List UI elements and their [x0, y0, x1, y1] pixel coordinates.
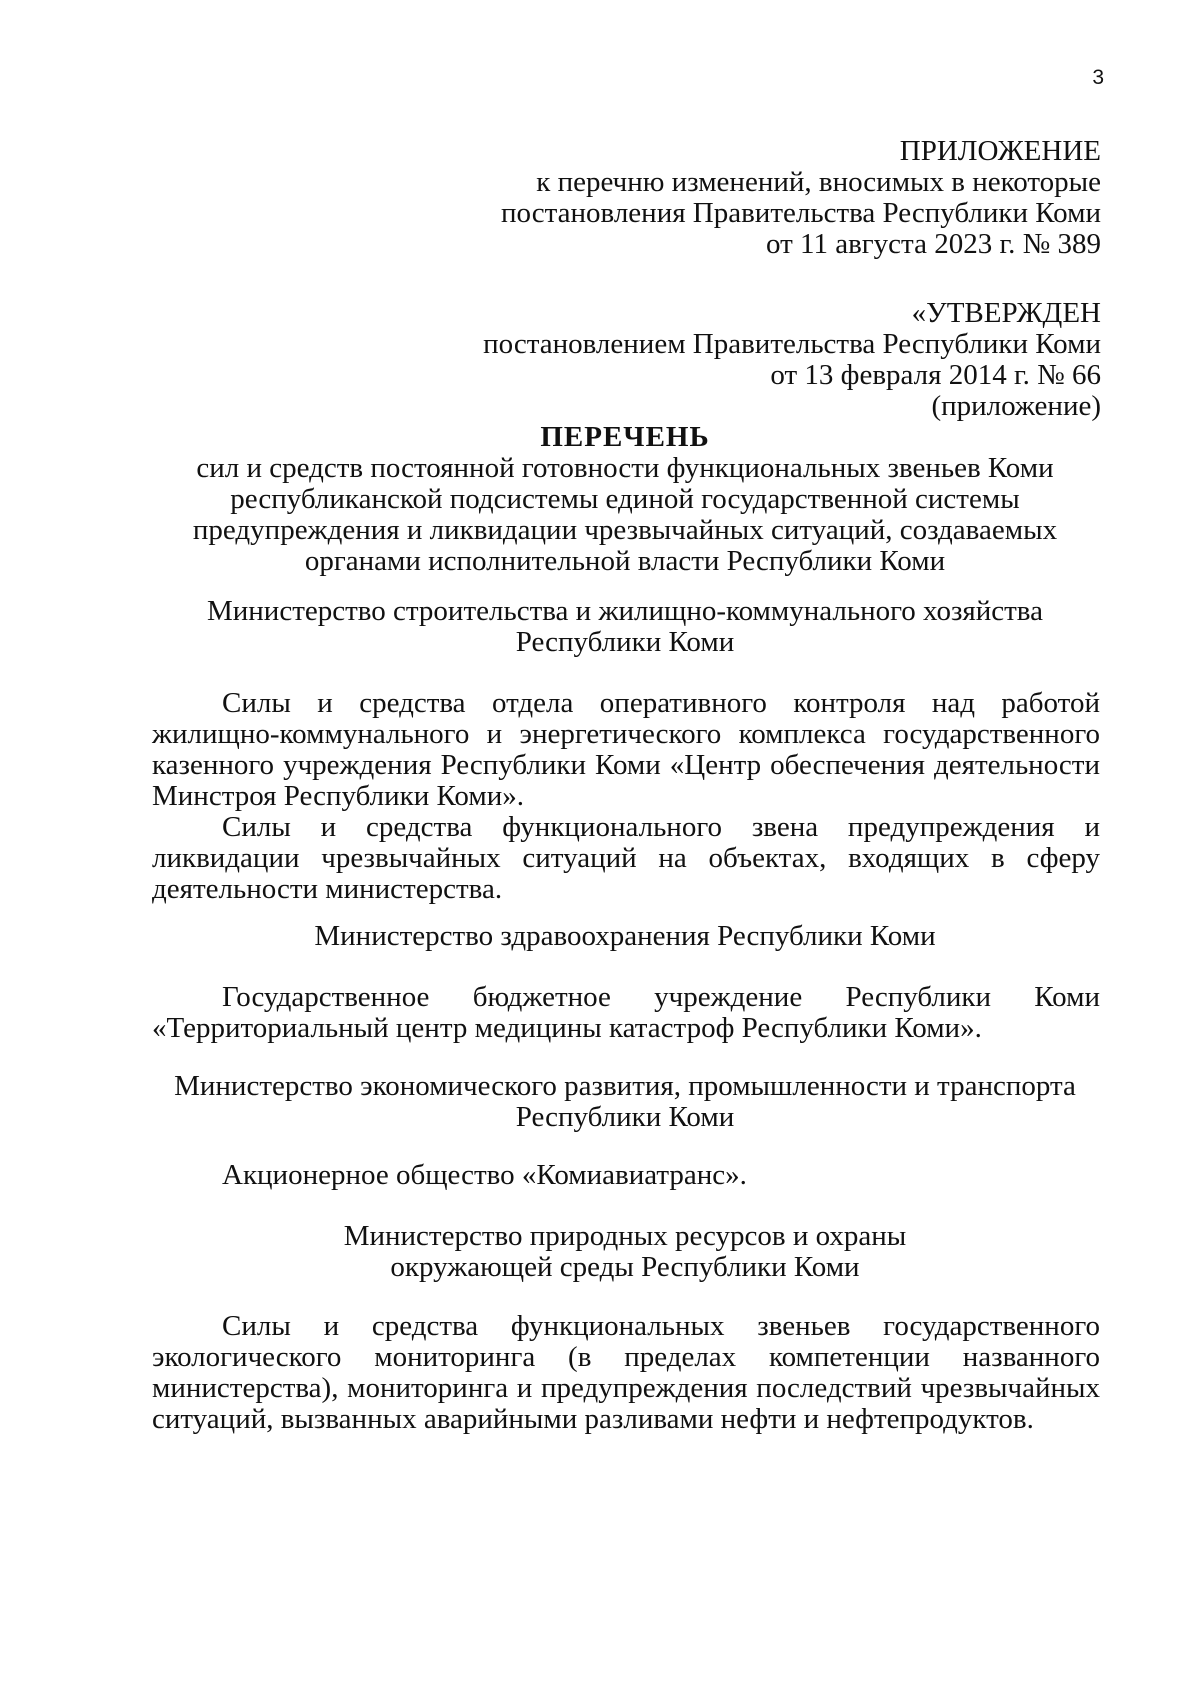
subtitle-line: органами исполнительной власти Республики Коми — [304, 545, 946, 577]
document-title: ПЕРЕЧЕНЬ — [540, 421, 710, 453]
paragraph: Силы и средства функционального звена предупреждения и ликвидации чрезвычайных ситуаций на объектах, входящих в сферу деятельности министерства. — [152, 811, 1100, 905]
section-heading-nature — [150, 1221, 1100, 1283]
section-heading-line: окружающей среды Республики Коми — [390, 1251, 860, 1283]
section-heading-line: Республики Коми — [515, 626, 735, 658]
approved-label: «УТВЕРЖДЕН — [911, 297, 1101, 329]
section-body-nature — [152, 1311, 1100, 1435]
approved-note: (приложение) — [931, 390, 1101, 422]
section-heading-line: Министерство здравоохранения Республики Коми — [314, 920, 936, 952]
paragraph: Силы и средства отдела оперативного контроля над работой жилищно-коммунального и энергетического комплекса государственного казенного учреждения Республики Коми «Центр обеспечения деятельности Минстроя Республики Коми». — [152, 687, 1100, 812]
appendix-label: ПРИЛОЖЕНИЕ — [899, 135, 1101, 167]
section-body-health — [152, 982, 1100, 1044]
appendix-line: к перечню изменений, вносимых в некоторые — [536, 166, 1101, 198]
subtitle-line: республиканской подсистемы единой государственной системы — [230, 483, 1020, 515]
approved-header — [483, 298, 1101, 422]
paragraph: Силы и средства функциональных звеньев государственного экологического мониторинга (в пределах компетенции названного министерства), мониторинга и предупреждения последствий чрезвычайных ситуаций, вызванных аварийными разливами нефти и нефтепродуктов. — [152, 1310, 1100, 1435]
section-heading-health — [150, 921, 1100, 952]
appendix-header — [501, 136, 1101, 260]
paragraph: Государственное бюджетное учреждение Республики Коми «Территориальный центр медицины катастроф Республики Коми». — [152, 981, 1100, 1044]
section-heading-line: Министерство строительства и жилищно-коммунального хозяйства — [206, 595, 1043, 627]
paragraph: Акционерное общество «Комиавиатранс». — [222, 1159, 747, 1191]
section-body-economy — [152, 1160, 1100, 1191]
document-title-block — [150, 422, 1100, 577]
approved-date: от 13 февраля 2014 г. № 66 — [770, 359, 1101, 391]
section-heading-line: Республики Коми — [515, 1101, 735, 1133]
section-body-construction — [152, 688, 1100, 905]
section-heading-line: Министерство экономического развития, промышленности и транспорта — [174, 1070, 1076, 1102]
appendix-line: постановления Правительства Республики Коми — [500, 197, 1101, 229]
section-heading-construction — [150, 596, 1100, 658]
subtitle-line: предупреждения и ликвидации чрезвычайных ситуаций, создаваемых — [192, 514, 1058, 546]
section-heading-economy — [150, 1071, 1100, 1133]
approved-line: постановлением Правительства Республики Коми — [483, 328, 1101, 360]
appendix-date: от 11 августа 2023 г. № 389 — [766, 228, 1101, 260]
page-number: 3 — [1092, 66, 1104, 89]
subtitle-line: сил и средств постоянной готовности функциональных звеньев Коми — [196, 452, 1054, 484]
section-heading-line: Министерство природных ресурсов и охраны — [343, 1220, 907, 1252]
